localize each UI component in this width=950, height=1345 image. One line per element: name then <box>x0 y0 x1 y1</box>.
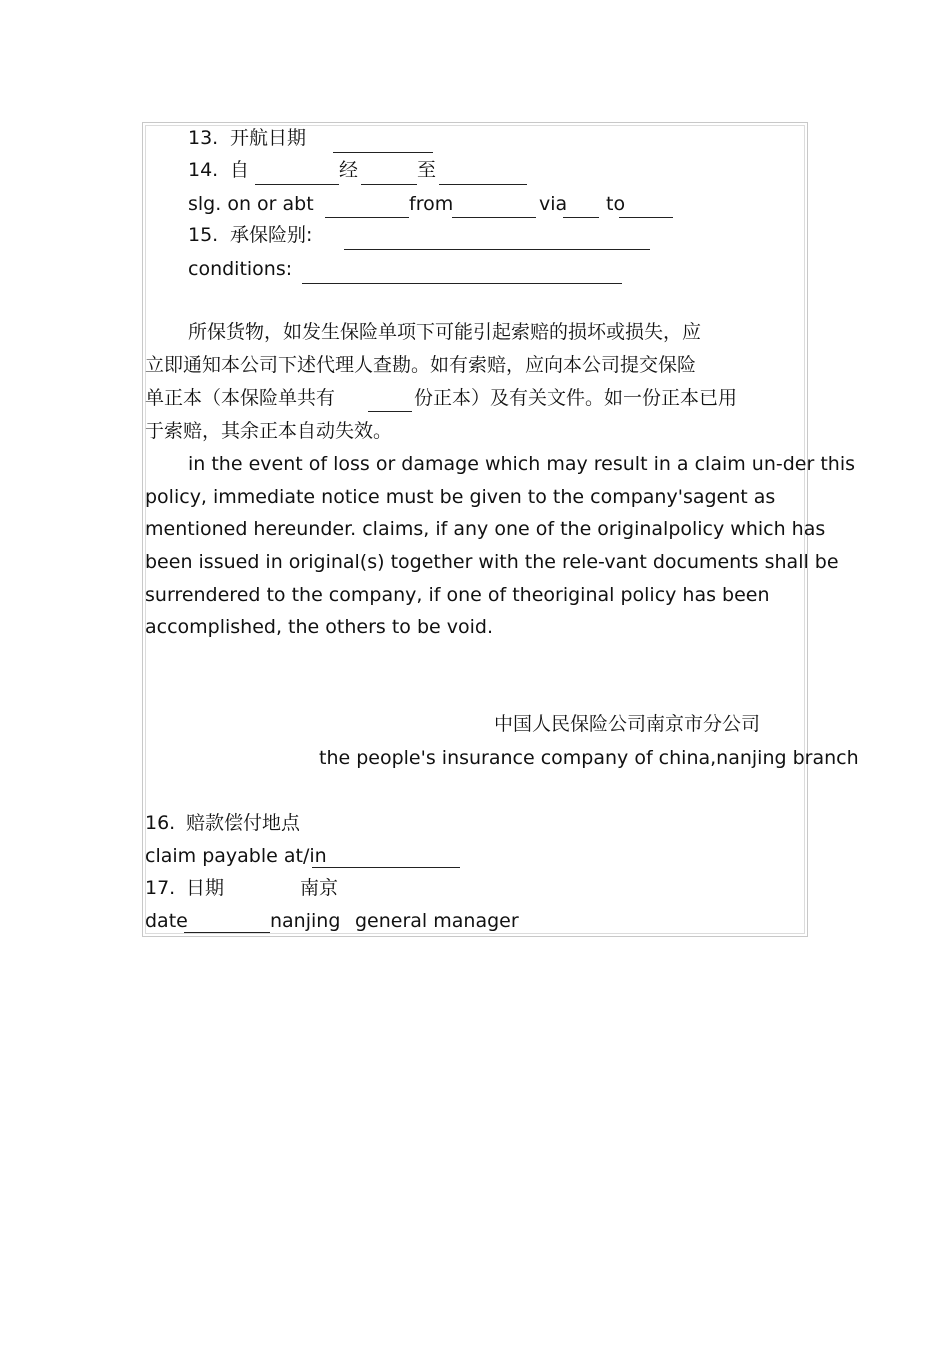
notice-en-line-3: mentioned hereunder. claims, if any one of the originalpolicy which has <box>145 518 826 540</box>
item16-number: 16. <box>145 812 176 834</box>
item14-en-to-blank[interactable] <box>619 217 673 218</box>
notice-en-line-4: been issued in original(s) together with the rele-vant documents shall be <box>145 551 839 573</box>
item14-en-via: via <box>539 193 568 215</box>
item14-en-prefix: slg. on or abt <box>188 193 314 215</box>
item15-conditions-blank[interactable] <box>344 249 650 250</box>
item17-en-city: nanjing <box>270 910 341 932</box>
item13-label: 开航日期 <box>230 127 307 149</box>
item14-en-to: to <box>606 193 626 215</box>
item15-en-label: conditions: <box>188 258 293 280</box>
notice-cn-line-1: 所保货物，如发生保险单项下可能引起索赔的损坏或损失，应 <box>188 321 702 343</box>
item14-via-blank[interactable] <box>361 184 417 185</box>
item15-label: 承保险别: <box>230 224 313 246</box>
item17-city-cn: 南京 <box>300 877 339 899</box>
notice-cn-line-2: 立即通知本公司下述代理人查勘。如有索赔，应向本公司提交保险 <box>145 354 697 376</box>
item14-from-blank[interactable] <box>255 184 339 185</box>
company-name-en: the people's insurance company of china,nanjing branch <box>319 747 859 769</box>
item16-en-label: claim payable at/in <box>145 845 327 867</box>
item14-en-via-blank[interactable] <box>563 217 599 218</box>
item17-en-title: general manager <box>355 910 519 932</box>
item17-number: 17. <box>145 877 176 899</box>
item13-sailing-date-blank[interactable] <box>333 152 433 153</box>
item14-from-label: 自 <box>230 159 250 181</box>
item15-number: 15. <box>188 224 219 246</box>
notice-en-line-2: policy, immediate notice must be given to the company'sagent as <box>145 486 776 508</box>
original-copies-blank[interactable] <box>368 411 412 412</box>
item14-en-from: from <box>409 193 454 215</box>
company-name-cn: 中国人民保险公司南京市分公司 <box>494 713 761 735</box>
issue-date-blank[interactable] <box>184 932 270 933</box>
notice-en-line-5: surrendered to the company, if one of theoriginal policy has been <box>145 584 770 606</box>
item14-en-date-blank[interactable] <box>325 217 409 218</box>
item17-en-date: date <box>145 910 188 932</box>
notice-cn-line-3b: 份正本）及有关文件。如一份正本已用 <box>414 387 738 409</box>
item15-en-conditions-blank[interactable] <box>302 283 622 284</box>
notice-cn-line-4: 于索赔，其余正本自动失效。 <box>145 420 393 442</box>
item14-number: 14. <box>188 159 219 181</box>
item13-number: 13. <box>188 127 219 149</box>
item14-to-blank[interactable] <box>439 184 527 185</box>
item17-label: 日期 <box>186 877 225 899</box>
item16-label: 赔款偿付地点 <box>186 812 301 834</box>
item14-to-label: 至 <box>417 159 437 181</box>
claim-payable-blank[interactable] <box>312 867 460 868</box>
notice-en-line-1: in the event of loss or damage which may result in a claim un-der this <box>188 453 856 475</box>
item14-via-label: 经 <box>339 159 359 181</box>
notice-en-line-6: accomplished, the others to be void. <box>145 616 493 638</box>
notice-cn-line-3a: 单正本（本保险单共有 <box>145 387 336 409</box>
item14-en-from-blank[interactable] <box>452 217 536 218</box>
